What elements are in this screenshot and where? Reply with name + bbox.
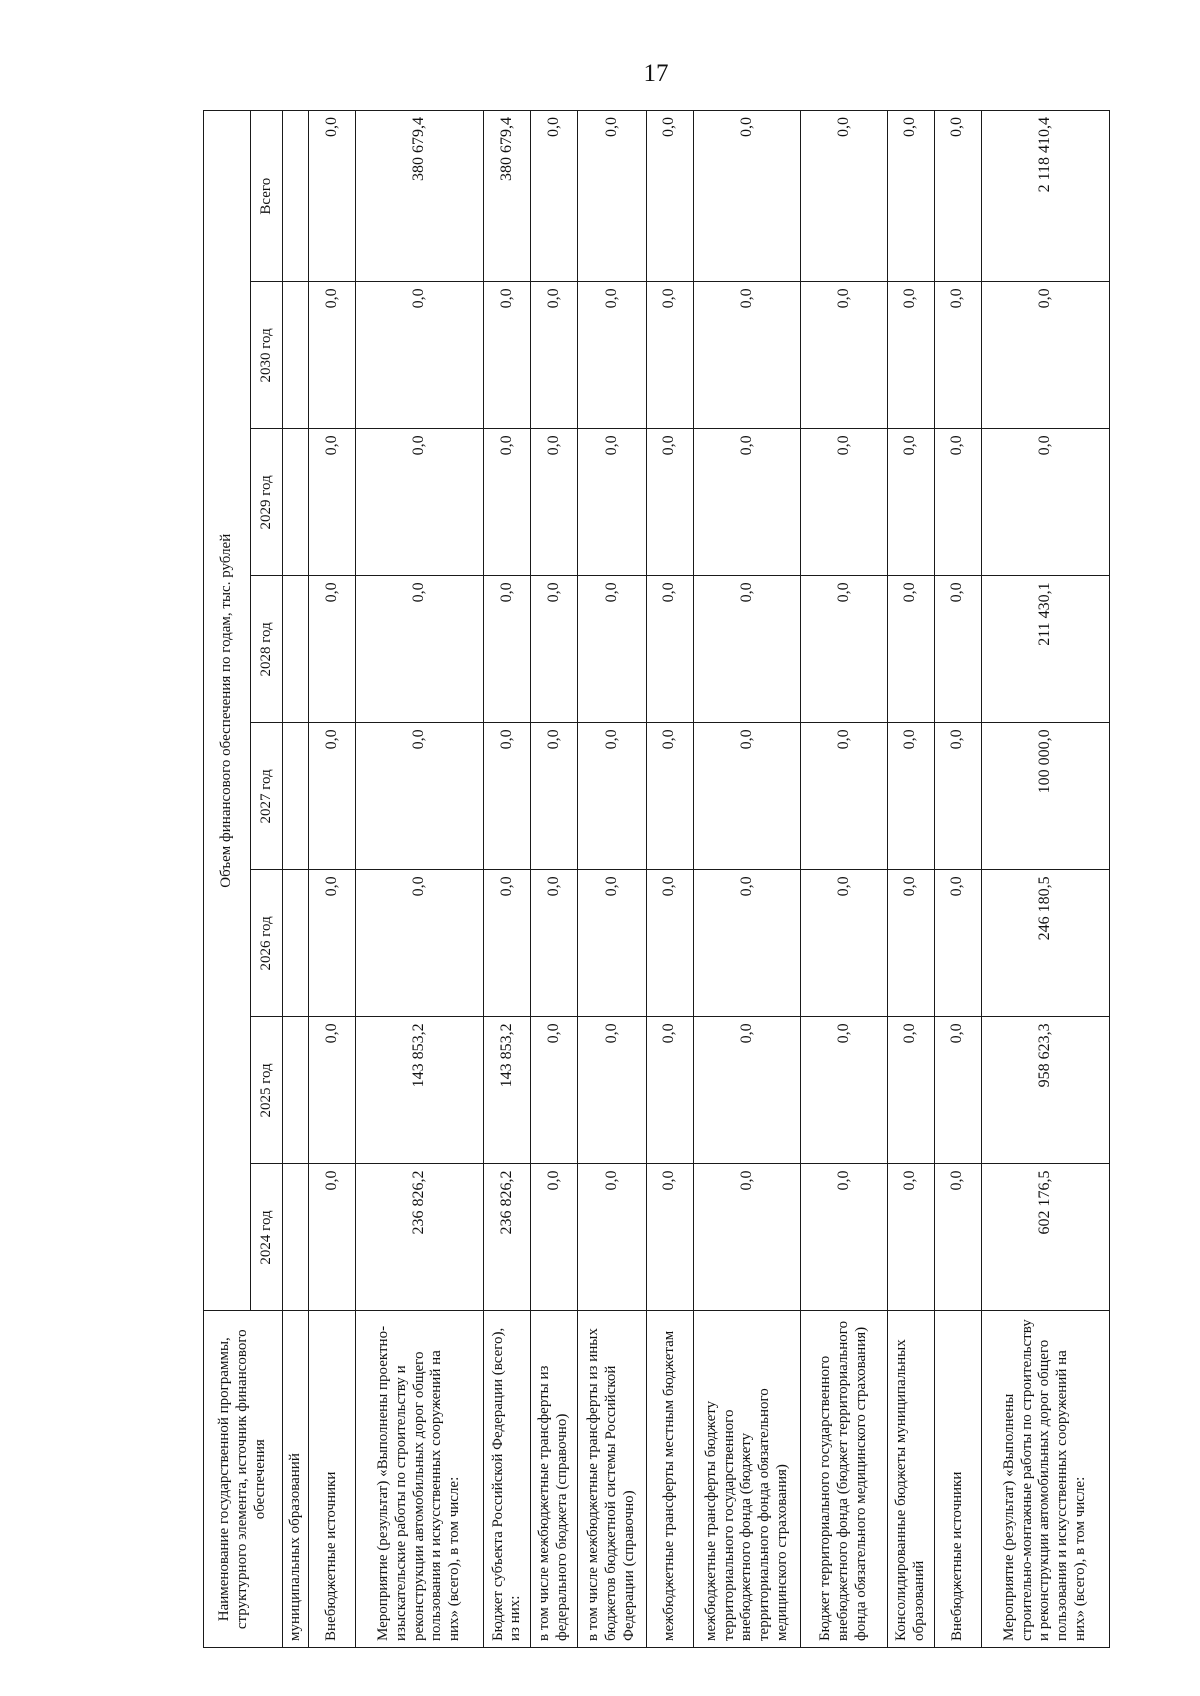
cell-total [283,111,309,282]
cell-2024: 0,0 [801,1164,888,1311]
cell-2028: 211 430,1 [981,576,1109,723]
cell-total: 0,0 [887,111,934,282]
row-label: межбюджетные трансферты местным бюджетам [646,1311,693,1648]
cell-2029: 0,0 [887,429,934,576]
cell-2030: 0,0 [646,282,693,429]
row-label: Мероприятие (результат) «Выполнены строительно-монтажные работы по строительству и реконструкции автомобильных дорог общего пользования и искусственных сооружений на них» (всего), в том числе: [981,1311,1109,1648]
cell-2026: 0,0 [887,870,934,1017]
cell-2025: 0,0 [693,1017,800,1164]
cell-2030: 0,0 [531,282,578,429]
cell-2025: 0,0 [887,1017,934,1164]
cell-2027: 0,0 [934,723,981,870]
row-label: в том числе межбюджетные трансферты из иных бюджетов бюджетной системы Российской Федерации (справочно) [578,1311,647,1648]
cell-2025: 143 853,2 [484,1017,531,1164]
row-label: Бюджет субъекта Российской Федерации (всего), из них: [484,1311,531,1648]
row-label: Внебюджетные источники [934,1311,981,1648]
cell-2027: 100 000,0 [981,723,1109,870]
cell-2027 [283,723,309,870]
cell-2028 [283,576,309,723]
cell-2026: 0,0 [693,870,800,1017]
cell-2024: 602 176,5 [981,1164,1109,1311]
year-2025: 2025 год [251,1017,283,1164]
year-total: Всего [251,111,283,282]
row-label: Бюджет территориального государственного внебюджетного фонда (бюджет территориального фонда обязательного медицинского страхования) [801,1311,888,1648]
cell-2030: 0,0 [693,282,800,429]
cell-2025: 0,0 [578,1017,647,1164]
cell-total: 0,0 [934,111,981,282]
cell-2026: 0,0 [801,870,888,1017]
year-2029: 2029 год [251,429,283,576]
year-2028: 2028 год [251,576,283,723]
cell-2029: 0,0 [355,429,483,576]
row-label: Мероприятие (результат) «Выполнены проектно-изыскательские работы по строительству и реконструкции автомобильных дорог общего пользования и искусственных сооружений на них» (всего), в том числе: [355,1311,483,1648]
cell-2030: 0,0 [981,282,1109,429]
cell-2024: 0,0 [531,1164,578,1311]
table-row [531,111,578,1648]
cell-2028: 0,0 [484,576,531,723]
cell-2030: 0,0 [887,282,934,429]
cell-2025: 0,0 [531,1017,578,1164]
year-2026: 2026 год [251,870,283,1017]
cell-2024: 0,0 [934,1164,981,1311]
cell-total: 0,0 [309,111,356,282]
cell-2024: 0,0 [887,1164,934,1311]
row-label: в том числе межбюджетные трансферты из федерального бюджета (справочно) [531,1311,578,1648]
cell-2029: 0,0 [484,429,531,576]
financing-table [203,110,1110,1648]
cell-2024: 0,0 [646,1164,693,1311]
cell-2029: 0,0 [646,429,693,576]
cell-total: 0,0 [801,111,888,282]
cell-2026 [283,870,309,1017]
cell-2027: 0,0 [484,723,531,870]
cell-total: 0,0 [578,111,647,282]
cell-2024: 0,0 [309,1164,356,1311]
cell-2025: 0,0 [646,1017,693,1164]
page-number: 17 [643,60,669,87]
cell-2026: 0,0 [934,870,981,1017]
cell-2026: 0,0 [531,870,578,1017]
cell-2028: 0,0 [801,576,888,723]
row-label: межбюджетные трансферты бюджету территориального государственного внебюджетного фонда (бюджету территориального фонда обязательного медицинского страхования) [693,1311,800,1648]
cell-2024: 236 826,2 [484,1164,531,1311]
cell-2025: 958 623,3 [981,1017,1109,1164]
cell-2029: 0,0 [578,429,647,576]
cell-2028: 0,0 [693,576,800,723]
cell-2026: 0,0 [309,870,356,1017]
cell-2029: 0,0 [981,429,1109,576]
cell-total: 0,0 [646,111,693,282]
cell-2029 [283,429,309,576]
cell-2025: 0,0 [934,1017,981,1164]
row-label: Внебюджетные источники [309,1311,356,1648]
cell-2030: 0,0 [355,282,483,429]
cell-2028: 0,0 [887,576,934,723]
cell-2030: 0,0 [801,282,888,429]
cell-2027: 0,0 [693,723,800,870]
cell-2027: 0,0 [355,723,483,870]
cell-2028: 0,0 [309,576,356,723]
header-name: Наименование государственной программы, структурного элемента, источник финансового обеспечения [204,1311,283,1648]
cell-2027: 0,0 [309,723,356,870]
cell-2026: 246 180,5 [981,870,1109,1017]
table-frame [203,110,1110,1648]
cell-total: 380 679,4 [484,111,531,282]
cell-2030: 0,0 [934,282,981,429]
cell-2028: 0,0 [355,576,483,723]
year-2030: 2030 год [251,282,283,429]
table-row [646,111,693,1648]
cell-total: 0,0 [531,111,578,282]
cell-2030 [283,282,309,429]
cell-2027: 0,0 [578,723,647,870]
cell-2030: 0,0 [484,282,531,429]
cell-total: 2 118 410,4 [981,111,1109,282]
cell-2028: 0,0 [934,576,981,723]
cell-2026: 0,0 [578,870,647,1017]
cell-2027: 0,0 [887,723,934,870]
year-2027: 2027 год [251,723,283,870]
table-row [578,111,647,1648]
cell-2029: 0,0 [693,429,800,576]
cell-2027: 0,0 [531,723,578,870]
header-row [204,111,251,1648]
cell-2025 [283,1017,309,1164]
cell-2024: 0,0 [578,1164,647,1311]
cell-2026: 0,0 [646,870,693,1017]
year-2024: 2024 год [251,1164,283,1311]
cell-total: 380 679,4 [355,111,483,282]
cell-2029: 0,0 [309,429,356,576]
table-row [355,111,483,1648]
cell-2024 [283,1164,309,1311]
cell-2025: 143 853,2 [355,1017,483,1164]
cell-2030: 0,0 [578,282,647,429]
cell-2029: 0,0 [934,429,981,576]
table-row [934,111,981,1648]
row-label: Консолидированные бюджеты муниципальных образований [887,1311,934,1648]
table-row [887,111,934,1648]
cell-2028: 0,0 [531,576,578,723]
table-row [309,111,356,1648]
cell-2026: 0,0 [355,870,483,1017]
cell-2028: 0,0 [646,576,693,723]
cell-2027: 0,0 [646,723,693,870]
cell-2028: 0,0 [578,576,647,723]
rotated-table-container [203,110,1110,1648]
cell-total: 0,0 [693,111,800,282]
cell-2025: 0,0 [801,1017,888,1164]
cell-2024: 0,0 [693,1164,800,1311]
cell-2025: 0,0 [309,1017,356,1164]
table-row [693,111,800,1648]
header-volume: Объем финансового обеспечения по годам, тыс. рублей [204,111,251,1311]
cell-2029: 0,0 [531,429,578,576]
cell-2030: 0,0 [309,282,356,429]
table-row [981,111,1109,1648]
cell-2026: 0,0 [484,870,531,1017]
table-row [484,111,531,1648]
cell-2027: 0,0 [801,723,888,870]
row-label: муниципальных образований [283,1311,309,1648]
cell-2029: 0,0 [801,429,888,576]
table-row [801,111,888,1648]
table-row [283,111,309,1648]
cell-2024: 236 826,2 [355,1164,483,1311]
